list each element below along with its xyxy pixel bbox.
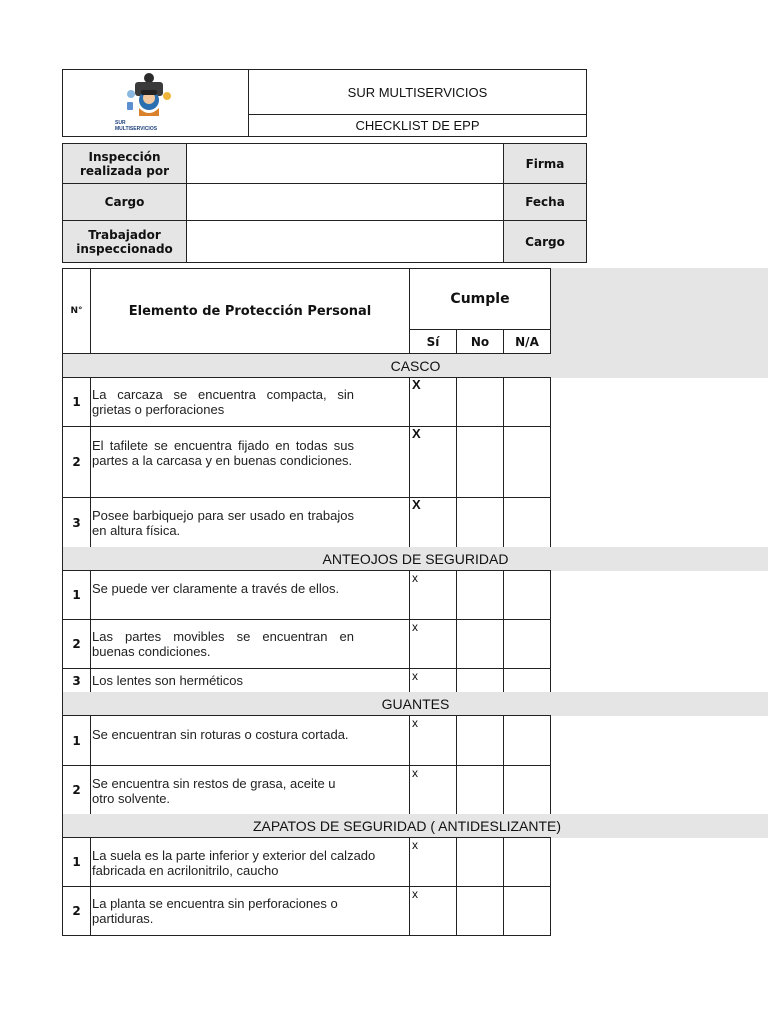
row-number-text: 2: [72, 904, 81, 918]
col-complies-header: [409, 268, 551, 330]
header-shade-right: [550, 268, 768, 354]
row-description-text: Las partes movibles se encuentran en buenas condiciones.: [92, 629, 354, 659]
na-checkbox[interactable]: [503, 765, 551, 815]
na-checkbox[interactable]: [503, 497, 551, 548]
yes-checkbox[interactable]: [409, 426, 457, 498]
yes-checkbox[interactable]: [409, 377, 457, 427]
na-checkbox[interactable]: [503, 619, 551, 669]
yes-checkbox[interactable]: [409, 837, 457, 887]
company-logo-icon: [119, 72, 179, 124]
no-checkbox[interactable]: [456, 619, 504, 669]
document-title-text: CHECKLIST DE EPP: [355, 118, 480, 133]
row-number: [62, 886, 91, 936]
row-description-text: Se encuentra sin restos de grasa, aceite u otro solvente.: [92, 776, 336, 806]
section-header: [62, 547, 768, 571]
row-description-text: Se encuentran sin roturas o costura cortada.: [92, 727, 349, 742]
na-checkbox[interactable]: [503, 837, 551, 887]
row-description-text: Los lentes son herméticos: [92, 673, 244, 688]
yes-checkbox[interactable]: [409, 886, 457, 936]
row-number: [62, 426, 91, 498]
row-description: [90, 715, 410, 766]
yes-mark: X: [412, 377, 421, 392]
row-description: [90, 886, 410, 936]
row-description: [90, 497, 410, 548]
row-number: [62, 837, 91, 887]
yes-mark: x: [412, 620, 418, 634]
section-title-anteojos: ANTEOJOS DE SEGURIDAD: [322, 551, 509, 567]
row-number: [62, 570, 91, 620]
yes-checkbox[interactable]: [409, 497, 457, 548]
no-checkbox[interactable]: [456, 497, 504, 548]
yes-checkbox[interactable]: [409, 715, 457, 766]
na-checkbox[interactable]: [503, 886, 551, 936]
row-description-text: La carcaza se encuentra compacta, sin grietas o perforaciones: [92, 387, 354, 417]
yes-mark: x: [412, 887, 418, 901]
row-number: [62, 715, 91, 766]
row-number-text: 3: [72, 673, 81, 688]
row-number: [62, 765, 91, 815]
row-number: [62, 497, 91, 548]
row-number: [62, 377, 91, 427]
no-checkbox[interactable]: [456, 765, 504, 815]
row-description: [90, 837, 410, 887]
yes-mark: X: [412, 497, 421, 512]
worker-label: [62, 220, 187, 263]
company-name-text: SUR MULTISERVICIOS: [347, 84, 488, 100]
col-na-header: [503, 329, 551, 354]
yes-mark: x: [412, 571, 418, 585]
row-description: [90, 426, 410, 498]
row-number-text: 1: [72, 588, 81, 602]
row-description-text: La suela es la parte inferior y exterior del calzado fabricada en acrilonitrilo, caucho: [92, 848, 376, 878]
col-yes-text: Sí: [426, 334, 440, 349]
row-number-text: 1: [72, 733, 81, 748]
logo-text-bottom: MULTISERVICIOS: [115, 126, 158, 132]
col-na-text: N/A: [515, 334, 539, 349]
yes-mark: x: [412, 669, 418, 683]
row-number: [62, 668, 91, 693]
yes-checkbox[interactable]: [409, 765, 457, 815]
row-description-text: El tafilete se encuentra fijado en todas sus partes a la carcasa y en buenas condiciones.: [92, 438, 354, 468]
row-number-text: 3: [72, 515, 81, 530]
na-checkbox[interactable]: [503, 715, 551, 766]
na-checkbox[interactable]: [503, 668, 551, 693]
yes-checkbox[interactable]: [409, 668, 457, 693]
position-label-text: Cargo: [104, 195, 145, 209]
row-description-text: Posee barbiquejo para ser usado en trabajos en altura física.: [92, 508, 354, 538]
no-checkbox[interactable]: [456, 570, 504, 620]
col-number-header: [62, 268, 91, 354]
yes-mark: x: [412, 838, 418, 852]
yes-checkbox[interactable]: [409, 570, 457, 620]
row-description: [90, 619, 410, 669]
na-checkbox[interactable]: [503, 377, 551, 427]
logo-cell: [62, 69, 249, 137]
signature-label: [503, 143, 587, 184]
worker-field[interactable]: [186, 220, 504, 263]
col-no-text: No: [470, 334, 490, 349]
section-header: [62, 814, 768, 838]
no-checkbox[interactable]: [456, 668, 504, 693]
row-description: [90, 668, 410, 693]
date-label: [503, 183, 587, 221]
col-no-header: [456, 329, 504, 354]
row-number-text: 2: [72, 455, 81, 469]
section-title-zapatos: ZAPATOS DE SEGURIDAD ( ANTIDESLIZANTE): [253, 818, 562, 834]
na-checkbox[interactable]: [503, 426, 551, 498]
row-number-text: 1: [72, 395, 81, 409]
section-title-casco: CASCO: [390, 358, 441, 374]
document-title: [248, 114, 587, 137]
no-checkbox[interactable]: [456, 886, 504, 936]
row-description: [90, 570, 410, 620]
row-number: [62, 619, 91, 669]
position-label: [62, 183, 187, 221]
row-number-text: 2: [72, 783, 81, 797]
logo-text-top: SUR: [115, 120, 126, 126]
col-complies-text: Cumple: [450, 291, 510, 307]
row-number-text: 1: [72, 855, 81, 869]
row-number-text: 2: [72, 637, 81, 651]
yes-mark: X: [412, 426, 421, 441]
inspected-by-field[interactable]: [186, 143, 504, 184]
inspected-by-label: [62, 143, 187, 184]
signature-label-text: Firma: [525, 156, 565, 171]
section-header: [62, 354, 768, 378]
position-field[interactable]: [186, 183, 504, 221]
date-label-text: Fecha: [525, 195, 565, 209]
worker-label-text: Trabajador inspeccionado: [76, 227, 173, 256]
yes-mark: x: [412, 766, 418, 780]
row-description-text: La planta se encuentra sin perforaciones o partiduras.: [92, 896, 338, 926]
no-checkbox[interactable]: [456, 715, 504, 766]
col-number-text: N°: [70, 306, 83, 316]
section-header: [62, 692, 768, 716]
row-description-text: Se puede ver claramente a través de ellos.: [92, 581, 340, 596]
no-checkbox[interactable]: [456, 377, 504, 427]
row-description: [90, 377, 410, 427]
yes-checkbox[interactable]: [409, 619, 457, 669]
position-label-right-text: Cargo: [525, 234, 565, 249]
na-checkbox[interactable]: [503, 570, 551, 620]
no-checkbox[interactable]: [456, 426, 504, 498]
company-name: [248, 69, 587, 115]
yes-mark: x: [412, 716, 418, 730]
col-yes-header: [409, 329, 457, 354]
position-label-right: [503, 220, 587, 263]
inspected-by-label-text: Inspección realizada por: [79, 149, 170, 178]
section-title-guantes: GUANTES: [381, 696, 450, 712]
no-checkbox[interactable]: [456, 837, 504, 887]
col-element-text: Elemento de Protección Personal: [128, 303, 372, 319]
row-description: [90, 765, 410, 815]
col-element-header: [90, 268, 410, 354]
